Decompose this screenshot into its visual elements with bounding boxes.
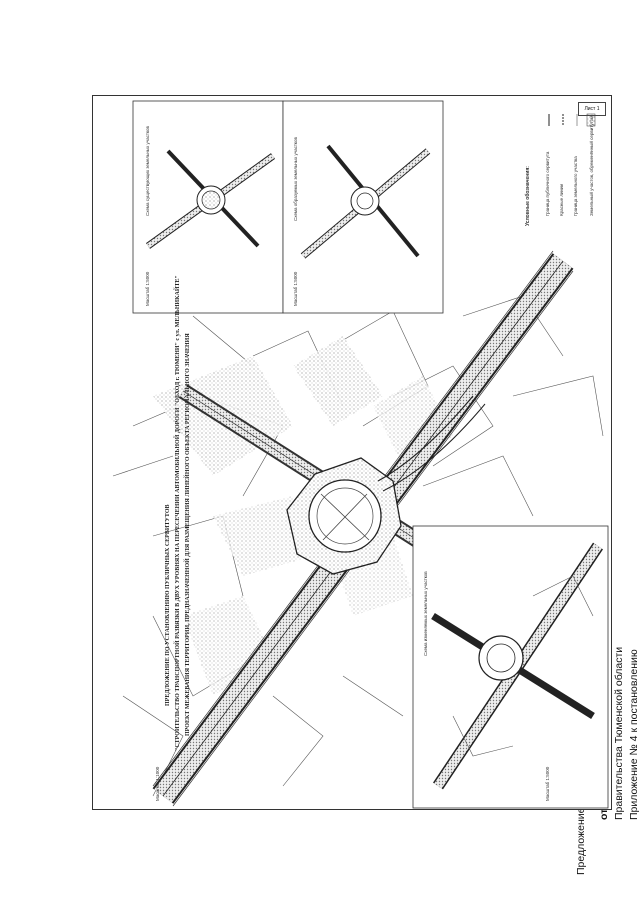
drawing-sheet [92,95,612,810]
legend-item: Граница публичного сервитута [545,151,550,216]
inset2-label: Схема образуемых земельных участков [293,137,298,221]
sheet-stamp: Лист 1 [578,102,606,116]
inset-changed-parcels [413,526,608,808]
appendix-number: Приложение № 4 к постановлению [628,649,640,820]
legend-item: Красные линии [559,183,564,216]
inset2-scale: Масштаб 1:5000 [293,271,298,306]
inset3-scale: Масштаб 1:5000 [545,766,550,801]
inset3-label: Схема изменяемых земельных участков [423,571,428,656]
inset-formed-parcels [283,101,443,313]
main-scale: Масштаб 1:1000 [155,766,160,801]
legend-item: Граница земельного участка [573,156,578,216]
legend-title: Условные обозначения: [525,166,531,226]
title-line-3: ПРЕДЛОЖЕНИЕ ПО УСТАНОВЛЕНИЮ ПУБЛИЧНЫХ СЕРВИТУТОВ [165,504,171,706]
inset-existing-parcels [133,101,283,313]
title-line-2: "СТРОИТЕЛЬСТВО ТРАНСПОРТНОЙ РАЗВЯЗКИ В ДВУХ УРОВНЯХ НА ПЕРЕСЕЧЕНИИ АВТОМОБИЛЬНОЙ ДОРОГИ "ОБХОД г. ТЮМЕНИ" с ул. МЕЛЬНИКАЙТЕ" [175,275,181,751]
site-plan-drawing [93,96,613,811]
appendix-date: от [598,808,610,820]
title-line-1: ПРОЕКТ МЕЖЕВАНИЯ ТЕРРИТОРИИ, ПРЕДНАЗНАЧЕННОЙ ДЛЯ РАЗМЕЩЕНИЯ ЛИНЕЙНОГО ОБЪЕКТА РЕГИОНАЛЬНОГО ЗНАЧЕНИЯ [185,333,191,736]
inset1-scale: Масштаб 1:5000 [145,271,150,306]
inset1-label: Схема существующих земельных участков [145,126,150,216]
legend-item: Земельный участок, обременённый сервитутом [589,115,594,216]
appendix-authority: Правительства Тюменской области [613,646,625,820]
